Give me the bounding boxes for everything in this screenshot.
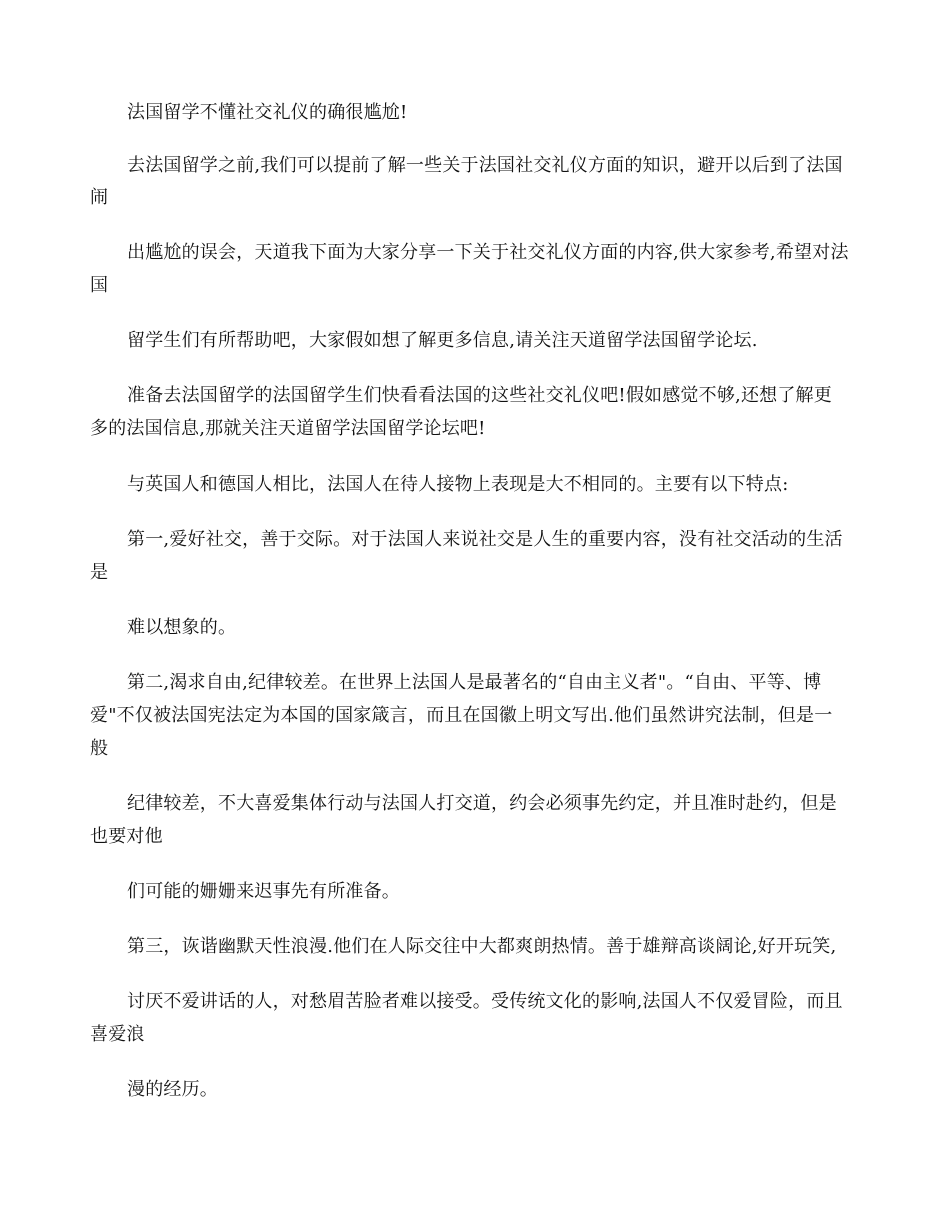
paragraph-line: 出尴尬的误会，天道我下面为大家分享一下关于社交礼仪方面的内容,供大家参考,希望对法 [127, 242, 849, 263]
title-line: 法国留学不懂社交礼仪的确很尴尬! [127, 102, 408, 123]
paragraph-line: 国 [90, 275, 109, 296]
paragraph-line: 也要对他 [90, 826, 163, 847]
paragraph-line: 是 [90, 562, 109, 583]
paragraph-line: 准备去法国留学的法国留学生们快看看法国的这些社交礼仪吧!假如感觉不够,还想了解更 [127, 385, 832, 406]
paragraph-line: 们可能的姗姗来迟事先有所准备。 [127, 881, 400, 902]
paragraph-line: 多的法国信息,那就关注天道留学法国留学论坛吧! [90, 418, 486, 439]
paragraph-line: 第二,渴求自由,纪律较差。在世界上法国人是最著名的“自由主义者"。“自由、平等、博 [127, 672, 822, 693]
paragraph-line: 喜爱浪 [90, 1024, 145, 1045]
paragraph-line: 闹 [90, 187, 109, 208]
paragraph-line: 难以想象的。 [127, 617, 237, 638]
paragraph-line: 与英国人和德国人相比，法国人在待人接物上表现是大不相同的。主要有以下特点: [127, 474, 789, 495]
paragraph-line: 去法国留学之前,我们可以提前了解一些关于法国社交礼仪方面的知识，避开以后到了法国 [127, 155, 843, 176]
paragraph-line: 爱"不仅被法国宪法定为本国的国家箴言，而且在国徽上明文写出.他们虽然讲究法制，但是一 [90, 705, 833, 726]
paragraph-line: 第一,爱好社交，善于交际。对于法国人来说社交是人生的重要内容，没有社交活动的生活 [127, 529, 843, 550]
paragraph-line: 讨厌不爱讲话的人，对愁眉苦脸者难以接受。受传统文化的影响,法国人不仅爱冒险，而且 [127, 991, 843, 1012]
paragraph-line: 留学生们有所帮助吧，大家假如想了解更多信息,请关注天道留学法国留学论坛. [127, 330, 758, 351]
paragraph-line: 漫的经历。 [127, 1079, 218, 1100]
paragraph-line: 般 [90, 738, 109, 759]
paragraph-line: 第三，诙谐幽默天性浪漫.他们在人际交往中大都爽朗热情。善于雄辩高谈阔论,好开玩笑, [127, 936, 837, 957]
paragraph-line: 纪律较差，不大喜爱集体行动与法国人打交道，约会必须事先约定，并且准时赴约，但是 [127, 793, 837, 814]
